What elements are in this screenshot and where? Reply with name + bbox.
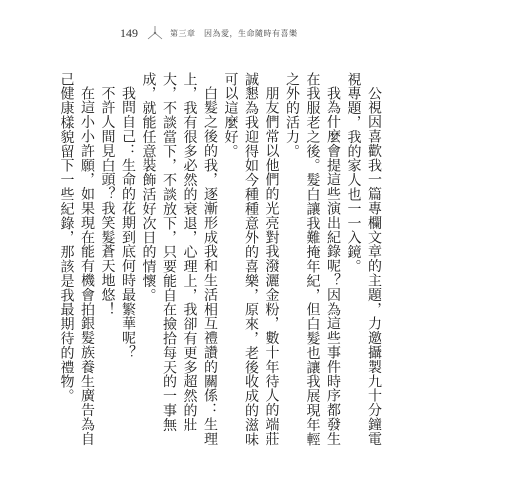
paragraph: 在這小小許願，如果現在能有機會拍銀髮族養生廣告為自己健康樣貌留下一些紀錄，那該是我最期待的禮物。 bbox=[58, 72, 95, 446]
paragraph: 朋友們常以他們的光亮對我潑灑金粉，數十年待人的端莊誠懇為我迎得如今種種意外的喜樂，原來，老後收成的滋味可以這麼好。 bbox=[222, 72, 280, 447]
paragraph: 白髮之後的我，逐漸形成我和生活相互禮讚的關係：生理上，我有很多必然的衰退，心理上，我卻有更多超然的壯大，不談當下，不談放下，只要能自在撿拾每天的一事無成，就能任意裝飾活好次日的情懷。 bbox=[140, 72, 218, 446]
body-text bbox=[56, 72, 384, 452]
triangle-ornament-icon bbox=[146, 24, 164, 42]
paragraph: 我為什麼會提這些演出紀錄呢？因為這些事件時序都發生在我服老之後。髮白讓我難掩年紀，但白髮也讓我展現年輕之外的活力。 bbox=[284, 72, 341, 447]
paragraph: 不許人間見白頭？我笑髮蒼天地悠！ bbox=[99, 86, 116, 317]
page-header bbox=[120, 24, 298, 42]
page-number: 149 bbox=[120, 25, 138, 40]
paragraph: 我問自己：生命的花期到底何時最繁華呢？ bbox=[120, 86, 136, 360]
paragraph: 公視因喜歡我一篇專欄文章的主題，力邀攝製九十分鐘電視專題，我的家人也一一入鏡。 bbox=[345, 72, 382, 446]
chapter-title: 第三章 因為愛，生命隨時有喜樂 bbox=[170, 28, 298, 38]
